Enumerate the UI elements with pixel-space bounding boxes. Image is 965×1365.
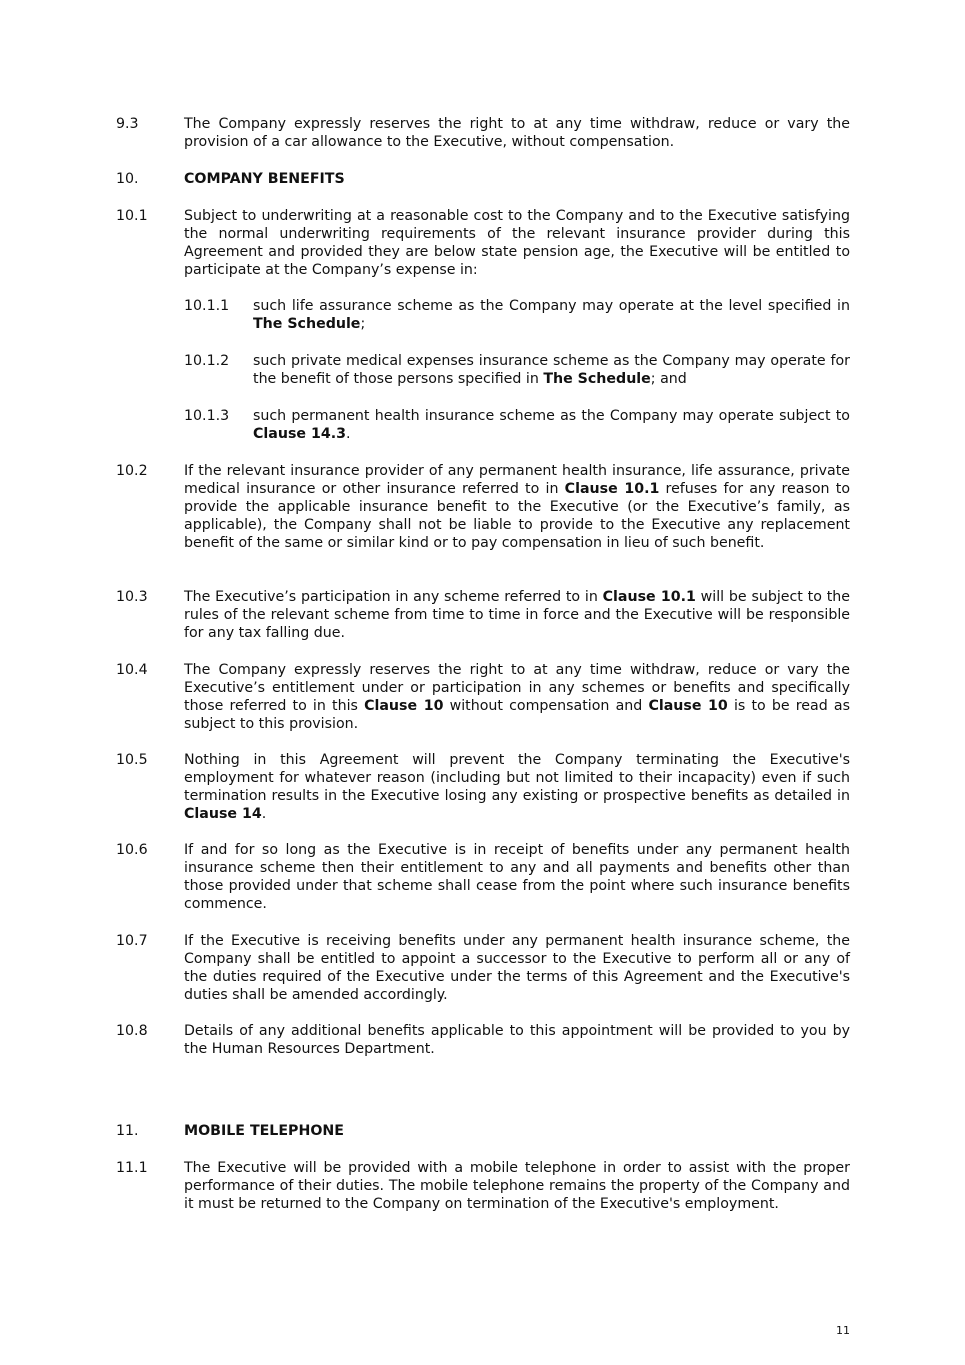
clause-number: 10.3 [116,589,148,605]
clause-number: 10.1 [116,208,148,224]
clause-number: 10.4 [116,662,148,678]
clause-text: Nothing in this Agreement will prevent the Company terminating the Executive's employment for whatever reason (including but not limited to their incapacity) even if such termination results in the Executive losing any existing or prospective benefits as detailed in Clause 14. [184,752,850,822]
clause-number: 10.6 [116,842,148,858]
section-number: 10. [116,171,139,187]
clause-reference: Clause 10 [648,697,728,714]
clause-10-7 [116,933,850,1005]
schedule-reference: The Schedule [253,315,361,332]
clause-number: 10.8 [116,1023,148,1039]
clause-10-3 [116,589,850,643]
clause-number: 9.3 [116,116,139,132]
clause-reference: Clause 14 [184,805,262,822]
clause-text: Details of any additional benefits applicable to this appointment will be provided to you by the Human Resources Department. [184,1023,850,1057]
clause-10-4 [116,662,850,734]
clause-10-5 [116,752,850,824]
clause-11-1 [116,1160,850,1214]
clause-number: 10.5 [116,752,148,768]
clause-10-1 [116,208,850,280]
clause-9-3 [116,116,850,152]
clause-text: such permanent health insurance scheme as the Company may operate subject to Clause 14.3. [253,408,850,442]
clause-text: The Executive’s participation in any scheme referred to in Clause 10.1 will be subject to the rules of the relevant scheme from time to time in force and the Executive will be responsible for any tax falling due. [184,589,850,641]
clause-text: such life assurance scheme as the Company may operate at the level specified in The Schedule; [253,298,850,332]
clause-text: If the Executive is receiving benefits under any permanent health insurance scheme, the Company shall be entitled to appoint a successor to the Executive to perform all or any of the duties required of the Executive under the terms of this Agreement and the Executive's duties shall be amended accordingly. [184,933,850,1003]
clause-text: such private medical expenses insurance scheme as the Company may operate for the benefit of those persons specified in The Schedule; and [253,353,850,387]
clause-text: The Company expressly reserves the right to at any time withdraw, reduce or vary the Executive’s entitlement under or participation in any schemes or benefits and specifically those referred to in this Clause 10 without compensation and Clause 10 is to be read as subject to this provision. [184,662,850,732]
clause-number: 11.1 [116,1160,148,1176]
clause-text: The Company expressly reserves the right to at any time withdraw, reduce or vary the provision of a car allowance to the Executive, without compensation. [184,116,850,150]
clause-10-1-2 [184,353,850,389]
clause-reference: Clause 14.3 [253,425,346,442]
clause-10-6 [116,842,850,914]
clause-number: 10.1.1 [184,298,230,314]
clause-reference: Clause 10.1 [602,589,696,605]
section-number: 11. [116,1123,139,1139]
clause-text: The Executive will be provided with a mobile telephone in order to assist with the proper performance of their duties. The mobile telephone remains the property of the Company and it must be returned to the Company on termination of the Executive's employment. [184,1160,850,1212]
clause-text: If the relevant insurance provider of any permanent health insurance, life assurance, private medical insurance or other insurance referred to in Clause 10.1 refuses for any reason to provide the applicable insurance benefit to the Executive (or the Executive’s family, as applicable), the Company shall not be liable to provide to the Executive any replacement benefit of the same or similar kind or to pay compensation in lieu of such benefit. [184,463,850,551]
page-number: 11 [836,1324,850,1337]
clause-number: 10.1.3 [184,408,230,424]
clause-number: 10.2 [116,463,148,479]
clause-reference: Clause 10 [364,697,444,714]
clause-10-1-1 [184,298,850,334]
clause-number: 10.1.2 [184,353,230,369]
section-title: MOBILE TELEPHONE [184,1123,344,1139]
section-title: COMPANY BENEFITS [184,171,345,187]
schedule-reference: The Schedule [543,370,651,387]
clause-10-8 [116,1023,850,1059]
clause-text: Subject to underwriting at a reasonable cost to the Company and to the Executive satisfying the normal underwriting requirements of the relevant insurance provider during this Agreement and provided they are below state pension age, the Executive will be entitled to participate at the Company’s expense in: [184,208,850,278]
clause-10-1-3 [184,408,850,444]
section-11-heading [116,1123,850,1141]
clause-reference: Clause 10.1 [564,480,660,497]
clause-10-2 [116,463,850,553]
section-10-heading [116,171,850,189]
clause-text: If and for so long as the Executive is in receipt of benefits under any permanent health insurance scheme then their entitlement to any and all payments and benefits other than those provided under that scheme shall cease from the point where such insurance benefits commence. [184,842,850,912]
clause-number: 10.7 [116,933,148,949]
